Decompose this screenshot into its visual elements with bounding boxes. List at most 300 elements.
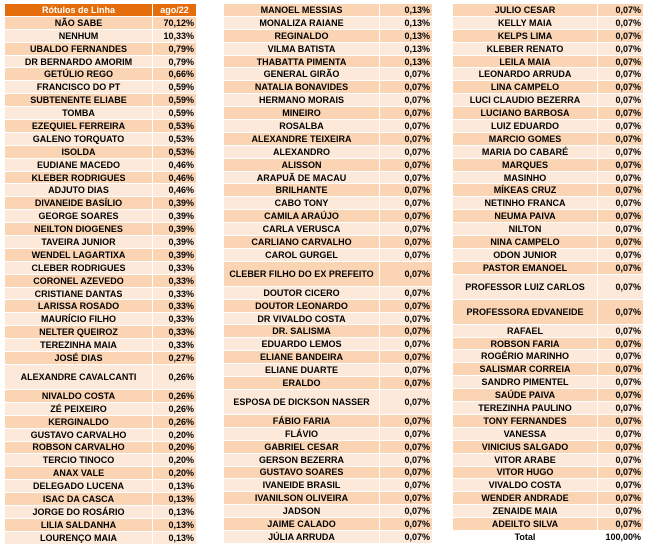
candidate-percentage: 0,33% xyxy=(153,339,197,352)
candidate-name: NINA CAMPELO xyxy=(453,236,598,249)
candidate-percentage: 0,07% xyxy=(598,376,644,389)
candidate-percentage: 0,33% xyxy=(153,313,197,326)
table-row xyxy=(453,120,644,133)
candidate-percentage: 0,07% xyxy=(380,414,433,427)
candidate-name: KERGINALDO xyxy=(5,415,153,428)
candidate-name: REGINALDO xyxy=(224,29,380,42)
header-row-labels: Rótulos de Linha xyxy=(5,4,153,17)
table-row xyxy=(453,81,644,94)
table-row xyxy=(224,210,433,223)
candidate-percentage: 0,26% xyxy=(153,402,197,415)
candidate-name: MARIA DO CABARÉ xyxy=(453,145,598,158)
table-row xyxy=(453,236,644,249)
table-row xyxy=(453,94,644,107)
table-row xyxy=(224,42,433,55)
candidate-name: CAROL GURGEL xyxy=(224,248,380,261)
candidate-percentage: 0,20% xyxy=(153,441,197,454)
table-row xyxy=(5,326,197,339)
table-row xyxy=(5,454,197,467)
candidate-percentage: 0,07% xyxy=(598,145,644,158)
table-row xyxy=(5,197,197,210)
table-row xyxy=(453,55,644,68)
table-row xyxy=(224,492,433,505)
candidate-name: CRISTIANE DANTAS xyxy=(5,287,153,300)
results-table-3 xyxy=(452,3,644,544)
candidate-percentage: 0,07% xyxy=(598,68,644,81)
table-row xyxy=(453,479,644,492)
candidate-percentage: 0,13% xyxy=(380,55,433,68)
table-row xyxy=(224,325,433,338)
table-row xyxy=(453,132,644,145)
candidate-percentage: 0,07% xyxy=(380,261,433,286)
table-row xyxy=(5,223,197,236)
table-row xyxy=(5,493,197,506)
candidate-percentage: 0,46% xyxy=(153,158,197,171)
candidate-percentage: 0,20% xyxy=(153,454,197,467)
table-row xyxy=(453,4,644,17)
table-row xyxy=(5,42,197,55)
candidate-percentage: 0,59% xyxy=(153,107,197,120)
candidate-name: MINEIRO xyxy=(224,107,380,120)
candidate-name: GUSTAVO SOARES xyxy=(224,466,380,479)
table-row xyxy=(5,94,197,107)
candidate-percentage: 0,07% xyxy=(380,466,433,479)
candidate-percentage: 0,07% xyxy=(598,324,644,337)
table-row xyxy=(453,171,644,184)
candidate-name: ZENAIDE MAIA xyxy=(453,505,598,518)
candidate-name: MARCIO GOMES xyxy=(453,132,598,145)
candidate-name: ISOLDA xyxy=(5,145,153,158)
table-row xyxy=(453,223,644,236)
candidate-percentage: 0,07% xyxy=(598,505,644,518)
candidate-name: TONY FERNANDES xyxy=(453,414,598,427)
candidate-percentage: 0,07% xyxy=(598,81,644,94)
candidate-percentage: 0,07% xyxy=(598,453,644,466)
candidate-name: TOMBA xyxy=(5,107,153,120)
candidate-percentage: 0,07% xyxy=(380,184,433,197)
candidate-percentage: 0,26% xyxy=(153,389,197,402)
table-row xyxy=(453,505,644,518)
total-row xyxy=(453,530,644,543)
candidate-name: DOUTOR LEONARDO xyxy=(224,299,380,312)
table-row xyxy=(453,68,644,81)
candidate-name: EDUARDO LEMOS xyxy=(224,338,380,351)
candidate-percentage: 0,07% xyxy=(598,261,644,274)
candidate-name: CABO TONY xyxy=(224,197,380,210)
table-row xyxy=(224,414,433,427)
table-row xyxy=(5,81,197,94)
table-row xyxy=(224,223,433,236)
candidate-name: VITOR HUGO xyxy=(453,466,598,479)
table-row xyxy=(5,518,197,531)
table-row xyxy=(224,132,433,145)
table-row xyxy=(453,350,644,363)
candidate-percentage: 0,07% xyxy=(380,351,433,364)
candidate-name: VINICIUS SALGADO xyxy=(453,440,598,453)
candidate-percentage: 0,07% xyxy=(380,171,433,184)
candidate-percentage: 0,53% xyxy=(153,145,197,158)
candidate-name: KELLY MAIA xyxy=(453,16,598,29)
candidate-name: MARQUES xyxy=(453,158,598,171)
candidate-name: DR. SALISMA xyxy=(224,325,380,338)
candidate-percentage: 0,26% xyxy=(153,415,197,428)
table-row xyxy=(453,184,644,197)
candidate-name: DOUTOR CICERO xyxy=(224,286,380,299)
table-row xyxy=(5,428,197,441)
candidate-name: TERCIO TINOCO xyxy=(5,454,153,467)
table-row xyxy=(453,324,644,337)
table-row xyxy=(224,299,433,312)
candidate-percentage: 0,07% xyxy=(598,389,644,402)
candidate-name: ODON JUNIOR xyxy=(453,248,598,261)
candidate-percentage: 0,26% xyxy=(153,364,197,389)
candidate-name: SUBTENENTE ELIABE xyxy=(5,94,153,107)
candidate-percentage: 0,07% xyxy=(598,94,644,107)
table-row xyxy=(453,389,644,402)
candidate-percentage: 0,39% xyxy=(153,248,197,261)
candidate-name: RAFAEL xyxy=(453,324,598,337)
candidate-percentage: 0,07% xyxy=(598,518,644,531)
candidate-percentage: 0,33% xyxy=(153,300,197,313)
candidate-percentage: 70,12% xyxy=(153,16,197,29)
candidate-percentage: 0,07% xyxy=(598,16,644,29)
candidate-percentage: 0,07% xyxy=(380,132,433,145)
candidate-name: KELPS LIMA xyxy=(453,29,598,42)
candidate-name: JAIME CALADO xyxy=(224,518,380,531)
candidate-name: VANESSA xyxy=(453,427,598,440)
candidate-name: ROBSON CARVALHO xyxy=(5,441,153,454)
candidate-percentage: 0,13% xyxy=(380,16,433,29)
table-row xyxy=(453,518,644,531)
candidate-percentage: 0,07% xyxy=(598,350,644,363)
candidate-percentage: 0,53% xyxy=(153,120,197,133)
candidate-name: DR BERNARDO AMORIM xyxy=(5,55,153,68)
table-row xyxy=(5,55,197,68)
candidate-percentage: 0,07% xyxy=(598,132,644,145)
candidate-name: MONALIZA RAIANE xyxy=(224,16,380,29)
candidate-percentage: 0,07% xyxy=(380,286,433,299)
candidate-percentage: 0,07% xyxy=(380,530,433,543)
candidate-name: KLEBER RODRIGUES xyxy=(5,171,153,184)
table-row xyxy=(453,210,644,223)
candidate-name: LEONARDO ARRUDA xyxy=(453,68,598,81)
candidate-name: ROBSON FARIA xyxy=(453,337,598,350)
candidate-name: NEUMA PAIVA xyxy=(453,210,598,223)
candidate-percentage: 0,13% xyxy=(380,42,433,55)
candidate-name: LEILA MAIA xyxy=(453,55,598,68)
candidate-percentage: 0,13% xyxy=(380,29,433,42)
candidate-name: FÁBIO FARIA xyxy=(224,414,380,427)
candidate-name: CLEBER FILHO DO EX PREFEITO xyxy=(224,261,380,286)
table-row xyxy=(5,480,197,493)
candidate-percentage: 0,07% xyxy=(380,145,433,158)
candidate-name: GEORGE SOARES xyxy=(5,210,153,223)
table-row xyxy=(224,427,433,440)
header-period: ago/22 xyxy=(153,4,197,17)
candidate-percentage: 0,33% xyxy=(153,261,197,274)
candidate-name: UBALDO FERNANDES xyxy=(5,42,153,55)
candidate-name: PASTOR EMANOEL xyxy=(453,261,598,274)
candidate-name: JADSON xyxy=(224,505,380,518)
candidate-percentage: 0,13% xyxy=(153,518,197,531)
table-row xyxy=(453,107,644,120)
table-row xyxy=(224,351,433,364)
candidate-name: WENDER ANDRADE xyxy=(453,492,598,505)
candidate-name: NILTON xyxy=(453,223,598,236)
candidate-name: PROFESSOR LUIZ CARLOS xyxy=(453,274,598,299)
table-row xyxy=(224,16,433,29)
candidate-name: EZEQUIEL FERREIRA xyxy=(5,120,153,133)
table-row xyxy=(224,479,433,492)
table-row xyxy=(5,441,197,454)
candidate-name: ESPOSA DE DICKSON NASSER xyxy=(224,389,380,414)
table-row xyxy=(5,274,197,287)
candidate-percentage: 0,07% xyxy=(598,120,644,133)
candidate-name: ERALDO xyxy=(224,377,380,390)
candidate-percentage: 0,39% xyxy=(153,236,197,249)
candidate-percentage: 0,07% xyxy=(380,364,433,377)
candidate-percentage: 0,07% xyxy=(598,299,644,324)
table-row xyxy=(453,158,644,171)
table-row xyxy=(224,94,433,107)
table-row xyxy=(5,248,197,261)
table-row xyxy=(224,440,433,453)
table-row xyxy=(224,107,433,120)
candidate-name: GETÚLIO REGO xyxy=(5,68,153,81)
table-row xyxy=(224,184,433,197)
candidate-percentage: 0,33% xyxy=(153,274,197,287)
candidate-percentage: 0,07% xyxy=(380,223,433,236)
table-row xyxy=(453,16,644,29)
candidate-percentage: 0,07% xyxy=(380,479,433,492)
candidate-percentage: 0,59% xyxy=(153,94,197,107)
table-row xyxy=(5,389,197,402)
candidate-name: MAURÍCIO FILHO xyxy=(5,313,153,326)
candidate-percentage: 0,07% xyxy=(598,274,644,299)
candidate-name: TEREZINHA PAULINO xyxy=(453,402,598,415)
candidate-name: MASINHO xyxy=(453,171,598,184)
candidate-percentage: 0,53% xyxy=(153,132,197,145)
candidate-name: PROFESSORA EDVANEIDE xyxy=(453,299,598,324)
candidate-percentage: 0,07% xyxy=(380,248,433,261)
candidate-name: CLEBER RODRIGUES xyxy=(5,261,153,274)
candidate-percentage: 0,39% xyxy=(153,210,197,223)
candidate-name: VIVALDO COSTA xyxy=(453,479,598,492)
table-header xyxy=(5,4,197,17)
candidate-name: ALEXANDRE TEIXEIRA xyxy=(224,132,380,145)
candidate-name: NÃO SABE xyxy=(5,16,153,29)
candidate-name: JORGE DO ROSÁRIO xyxy=(5,505,153,518)
table-row xyxy=(5,300,197,313)
candidate-name: ALEXANDRE CAVALCANTI xyxy=(5,364,153,389)
candidate-percentage: 0,07% xyxy=(598,55,644,68)
table-row xyxy=(224,248,433,261)
candidate-percentage: 0,07% xyxy=(380,94,433,107)
table-row xyxy=(5,171,197,184)
candidate-percentage: 0,07% xyxy=(380,389,433,414)
candidate-name: KLEBER RENATO xyxy=(453,42,598,55)
table-row xyxy=(453,299,644,324)
table-row xyxy=(453,42,644,55)
candidate-name: LUCI CLAUDIO BEZERRA xyxy=(453,94,598,107)
candidate-name: LOURENÇO MAIA xyxy=(5,531,153,544)
candidate-percentage: 0,07% xyxy=(380,68,433,81)
table-row xyxy=(224,197,433,210)
table-row xyxy=(453,492,644,505)
candidate-name: JULIO CESAR xyxy=(453,4,598,17)
results-table-1 xyxy=(4,3,197,545)
candidate-percentage: 0,46% xyxy=(153,184,197,197)
candidate-name: GERSON BEZERRA xyxy=(224,453,380,466)
table-row xyxy=(5,364,197,389)
candidate-percentage: 0,07% xyxy=(380,299,433,312)
candidate-name: ALEXANDRO xyxy=(224,145,380,158)
candidate-percentage: 0,07% xyxy=(380,158,433,171)
candidate-percentage: 0,07% xyxy=(598,42,644,55)
table-row xyxy=(224,236,433,249)
candidate-percentage: 0,13% xyxy=(153,531,197,544)
candidate-percentage: 0,07% xyxy=(380,377,433,390)
candidate-percentage: 0,07% xyxy=(598,184,644,197)
candidate-percentage: 0,20% xyxy=(153,428,197,441)
candidate-percentage: 0,33% xyxy=(153,326,197,339)
candidate-percentage: 0,07% xyxy=(598,29,644,42)
candidate-name: ZÉ PEIXEIRO xyxy=(5,402,153,415)
table-row xyxy=(453,197,644,210)
candidate-percentage: 0,07% xyxy=(380,440,433,453)
candidate-percentage: 0,27% xyxy=(153,352,197,365)
candidate-name: ANAX VALE xyxy=(5,467,153,480)
table-row xyxy=(224,286,433,299)
table-row xyxy=(5,352,197,365)
candidate-percentage: 0,07% xyxy=(598,414,644,427)
table-row xyxy=(224,364,433,377)
table-row xyxy=(453,261,644,274)
candidate-name: IVANILSON OLIVEIRA xyxy=(224,492,380,505)
candidate-name: SALISMAR CORREIA xyxy=(453,363,598,376)
candidate-percentage: 0,07% xyxy=(598,107,644,120)
table-row xyxy=(5,531,197,544)
candidate-percentage: 0,66% xyxy=(153,68,197,81)
table-row xyxy=(5,184,197,197)
table-row xyxy=(224,389,433,414)
candidate-name: FRANCISCO DO PT xyxy=(5,81,153,94)
table-row xyxy=(5,132,197,145)
candidate-percentage: 0,59% xyxy=(153,81,197,94)
candidate-name: HERMANO MORAIS xyxy=(224,94,380,107)
table-row xyxy=(453,337,644,350)
candidate-name: TAVEIRA JUNIOR xyxy=(5,236,153,249)
table-row xyxy=(224,171,433,184)
candidate-percentage: 0,13% xyxy=(153,480,197,493)
candidate-percentage: 0,07% xyxy=(380,210,433,223)
table-row xyxy=(224,377,433,390)
table-row xyxy=(5,107,197,120)
candidate-name: DIVANEIDE BASÍLIO xyxy=(5,197,153,210)
table-row xyxy=(5,236,197,249)
table-row xyxy=(453,29,644,42)
candidate-name: DELEGADO LUCENA xyxy=(5,480,153,493)
candidate-name: VILMA BATISTA xyxy=(224,42,380,55)
table-row xyxy=(5,339,197,352)
table-row xyxy=(5,210,197,223)
table-row xyxy=(5,68,197,81)
candidate-percentage: 0,07% xyxy=(598,466,644,479)
candidate-name: VITOR ARABE xyxy=(453,453,598,466)
candidate-percentage: 0,07% xyxy=(598,337,644,350)
candidate-percentage: 0,07% xyxy=(598,223,644,236)
candidate-percentage: 0,07% xyxy=(598,210,644,223)
table-row xyxy=(5,467,197,480)
candidate-percentage: 0,07% xyxy=(598,197,644,210)
candidate-name: MÍKEAS CRUZ xyxy=(453,184,598,197)
table-row xyxy=(224,81,433,94)
candidate-percentage: 0,79% xyxy=(153,55,197,68)
table-row xyxy=(224,68,433,81)
table-row xyxy=(224,29,433,42)
candidate-name: NETINHO FRANCA xyxy=(453,197,598,210)
table-row xyxy=(224,312,433,325)
table-row xyxy=(224,505,433,518)
table-row xyxy=(224,338,433,351)
candidate-name: LUCIANO BARBOSA xyxy=(453,107,598,120)
candidate-name: NEILTON DIOGENES xyxy=(5,223,153,236)
candidate-name: JOSÉ DIAS xyxy=(5,352,153,365)
candidate-name: TEREZINHA MAIA xyxy=(5,339,153,352)
candidate-name: LILIA SALDANHA xyxy=(5,518,153,531)
candidate-percentage: 0,07% xyxy=(380,427,433,440)
total-value: 100,00% xyxy=(598,530,644,543)
candidate-name: LARISSA ROSADO xyxy=(5,300,153,313)
table-row xyxy=(453,376,644,389)
table-row xyxy=(453,466,644,479)
candidate-name: CORONEL AZEVEDO xyxy=(5,274,153,287)
candidate-name: BRILHANTE xyxy=(224,184,380,197)
candidate-name: CARLIANO CARVALHO xyxy=(224,236,380,249)
candidate-percentage: 0,13% xyxy=(153,493,197,506)
table-row xyxy=(453,402,644,415)
candidate-percentage: 0,07% xyxy=(380,197,433,210)
candidate-percentage: 0,07% xyxy=(598,479,644,492)
candidate-name: JÚLIA ARRUDA xyxy=(224,530,380,543)
candidate-name: NELTER QUEIROZ xyxy=(5,326,153,339)
total-label: Total xyxy=(453,530,598,543)
candidate-percentage: 0,07% xyxy=(380,312,433,325)
table-row xyxy=(453,274,644,299)
candidate-name: THABATTA PIMENTA xyxy=(224,55,380,68)
candidate-percentage: 0,07% xyxy=(598,236,644,249)
table-row xyxy=(224,518,433,531)
candidate-name: FLÁVIO xyxy=(224,427,380,440)
table-row xyxy=(5,145,197,158)
table-row xyxy=(453,363,644,376)
candidate-percentage: 0,33% xyxy=(153,287,197,300)
candidate-percentage: 0,39% xyxy=(153,197,197,210)
table-row xyxy=(5,415,197,428)
candidate-name: WENDEL LAGARTIXA xyxy=(5,248,153,261)
candidate-percentage: 0,07% xyxy=(380,518,433,531)
candidate-percentage: 0,20% xyxy=(153,467,197,480)
table-row xyxy=(5,29,197,42)
table-row xyxy=(5,261,197,274)
candidate-name: CARLA VERUSCA xyxy=(224,223,380,236)
table-row xyxy=(453,427,644,440)
table-row xyxy=(224,530,433,543)
candidate-name: ROSALBA xyxy=(224,120,380,133)
candidate-name: ALISSON xyxy=(224,158,380,171)
table-row xyxy=(5,402,197,415)
candidate-percentage: 0,07% xyxy=(380,453,433,466)
